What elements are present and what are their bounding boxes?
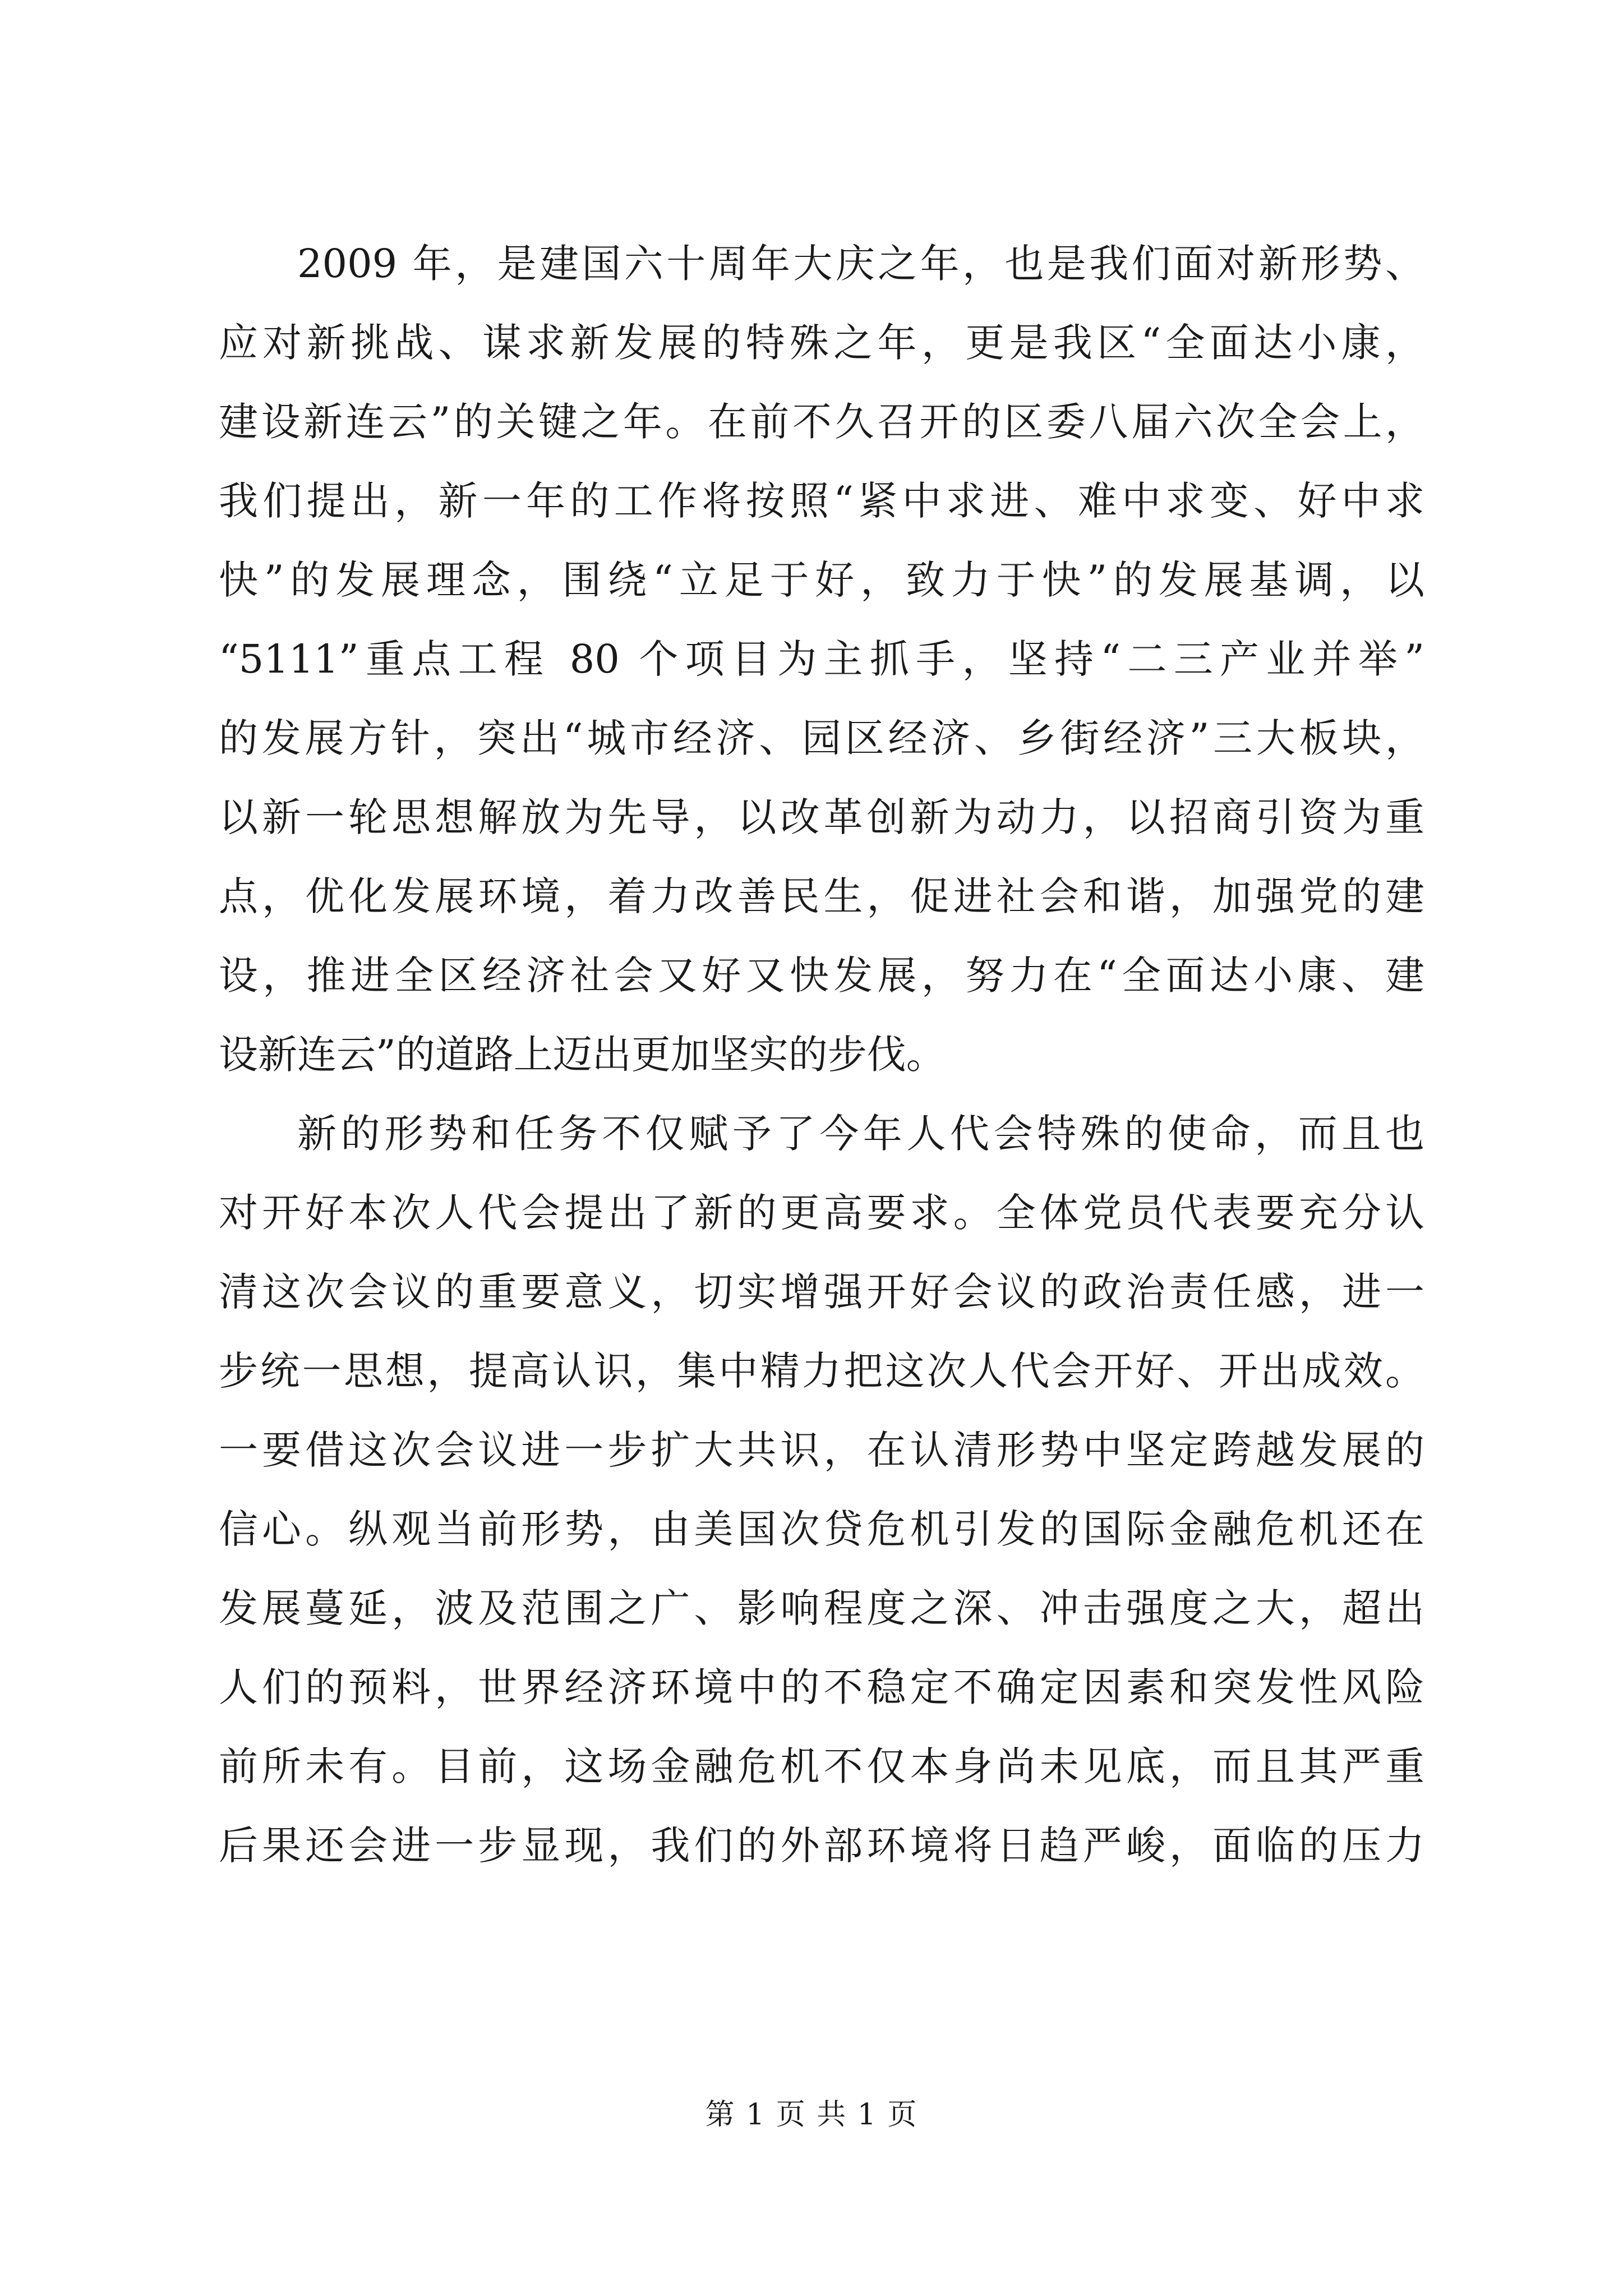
paragraph-line: 设，推进全区经济社会又好又快发展，努力在“全面达小康、建 (219, 953, 1424, 999)
paragraph-line: 清这次会议的重要意义，切实增强开好会议的政治责任感，进一 (219, 1269, 1424, 1315)
paragraph-2 (219, 1094, 1424, 1885)
paragraph-line: 以新一轮思想解放为先导，以改革创新为动力，以招商引资为重 (219, 794, 1424, 840)
paragraph-line: 一要借这次会议进一步扩大共识，在认清形势中坚定跨越发展的 (219, 1427, 1424, 1473)
paragraph-1 (219, 224, 1424, 1094)
paragraph-line: 步统一思想，提高认识，集中精力把这次人代会开好、开出成效。 (219, 1348, 1424, 1394)
paragraph-line: 建设新连云”的关键之年。在前不久召开的区委八届六次全会上， (219, 399, 1424, 445)
paragraph-line: 前所未有。目前，这场金融危机不仅本身尚未见底，而且其严重 (219, 1743, 1424, 1789)
paragraph-line: 快”的发展理念，围绕“立足于好，致力于快”的发展基调，以 (219, 557, 1424, 603)
paragraph-line: 点，优化发展环境，着力改善民生，促进社会和谐，加强党的建 (219, 873, 1424, 919)
paragraph-line: 设新连云”的道路上迈出更加坚实的步伐。 (219, 1032, 946, 1078)
paragraph-line: 发展蔓延，波及范围之广、影响程度之深、冲击强度之大，超出 (219, 1585, 1424, 1631)
paragraph-line: 信心。纵观当前形势，由美国次贷危机引发的国际金融危机还在 (219, 1506, 1424, 1552)
paragraph-line: 的发展方针，突出“城市经济、园区经济、乡街经济”三大板块， (219, 715, 1424, 761)
paragraph-line: 新的形势和任务不仅赋予了今年人代会特殊的使命，而且也 (297, 1111, 1424, 1157)
document-body (219, 224, 1424, 1885)
paragraph-line: 人们的预料，世界经济环境中的不稳定不确定因素和突发性风险 (219, 1664, 1424, 1710)
paragraph-line: 我们提出，新一年的工作将按照“紧中求进、难中求变、好中求 (219, 478, 1424, 524)
paragraph-line: 后果还会进一步显现，我们的外部环境将日趋严峻，面临的压力 (219, 1823, 1424, 1869)
paragraph-line: 对开好本次人代会提出了新的更高要求。全体党员代表要充分认 (219, 1190, 1424, 1236)
paragraph-line: 2009 年，是建国六十周年大庆之年，也是我们面对新形势、 (297, 241, 1424, 287)
page-footer: 第 1 页 共 1 页 (705, 2098, 918, 2132)
paragraph-line: 应对新挑战、谋求新发展的特殊之年，更是我区“全面达小康， (219, 320, 1424, 366)
paragraph-line: “5111”重点工程 80 个项目为主抓手，坚持“二三产业并举” (219, 636, 1424, 682)
